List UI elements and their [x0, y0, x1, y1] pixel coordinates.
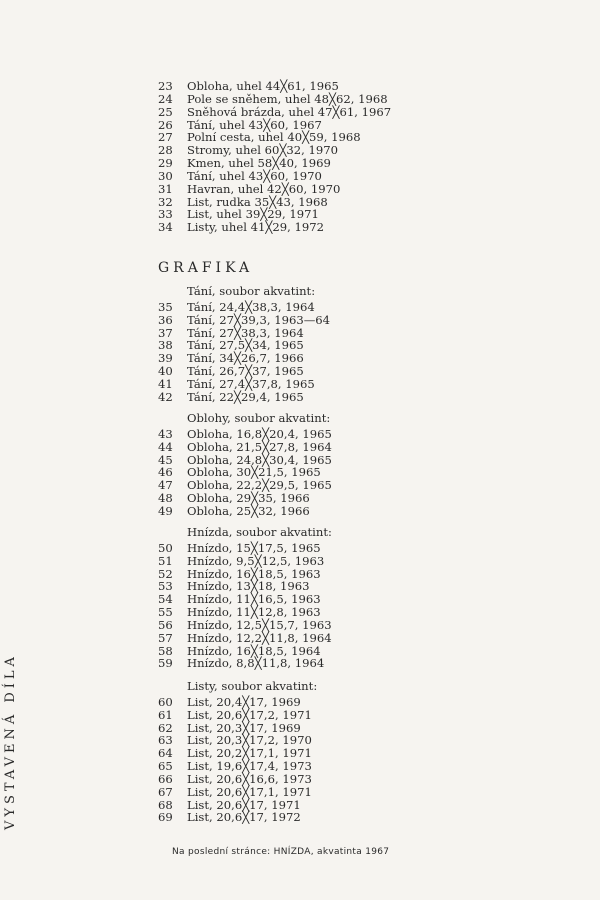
entry-text: List, 20,3╳17,2, 1970 [187, 733, 312, 748]
entry-number: 39 [158, 351, 173, 366]
entry-text: Tání, uhel 43╳60, 1967 [187, 117, 322, 132]
entry-number: 33 [158, 207, 173, 222]
catalog-entry [158, 80, 391, 93]
entry-number: 24 [158, 91, 173, 106]
entry-number: 42 [158, 389, 173, 404]
catalog-entry [158, 106, 391, 119]
group-hnizda [158, 526, 332, 670]
catalog-entry [158, 760, 317, 773]
entry-text: Kmen, uhel 58╳40, 1969 [187, 156, 331, 171]
footer-note: Na poslední stránce: HNÍZDA, akvatinta 1967 [172, 847, 390, 857]
catalog-entry [158, 811, 317, 824]
entry-number: 30 [158, 168, 173, 183]
entry-number: 40 [158, 364, 173, 379]
entry-text: List, 19,6╳17,4, 1973 [187, 759, 312, 774]
entry-number: 31 [158, 181, 173, 196]
entry-number: 36 [158, 312, 173, 327]
entry-number: 66 [158, 771, 173, 786]
entry-number: 67 [158, 784, 173, 799]
entry-number: 48 [158, 491, 173, 506]
entry-number: 32 [158, 194, 173, 209]
entry-number: 50 [158, 540, 173, 555]
entry-number: 27 [158, 130, 173, 145]
entry-number: 57 [158, 630, 173, 645]
catalog-entry [158, 709, 317, 722]
entry-number: 46 [158, 465, 173, 480]
group-oblohy [158, 412, 332, 518]
entry-number: 63 [158, 733, 173, 748]
entry-text: Tání, 27,5╳34, 1965 [187, 338, 304, 353]
entry-text: Hnízdo, 12,5╳15,7, 1963 [187, 617, 332, 632]
catalog-entry [158, 441, 332, 454]
catalog-entry [158, 492, 332, 505]
catalog-entry [158, 183, 391, 196]
entry-number: 49 [158, 503, 173, 518]
entry-number: 61 [158, 707, 173, 722]
entry-text: List, 20,6╳17,1, 1971 [187, 784, 312, 799]
entry-text: Tání, 26,7╳37, 1965 [187, 364, 304, 379]
entry-number: 43 [158, 426, 173, 441]
entry-text: Hnízdo, 12,2╳11,8, 1964 [187, 630, 332, 645]
catalog-entry [158, 391, 330, 404]
catalog-entry [158, 314, 330, 327]
entry-number: 45 [158, 452, 173, 467]
entry-text: List, 20,2╳17,1, 1971 [187, 746, 312, 761]
entry-text: Tání, uhel 43╳60, 1970 [187, 168, 322, 183]
group-heading: Listy, soubor akvatint: [187, 679, 318, 693]
section-title: GRAFIKA [158, 260, 254, 276]
entry-number: 64 [158, 746, 173, 761]
entry-text: Hnízdo, 9,5╳12,5, 1963 [187, 553, 325, 568]
catalog-entry [158, 542, 332, 555]
entry-number: 52 [158, 566, 173, 581]
entry-text: Hnízdo, 16╳18,5, 1964 [187, 643, 321, 658]
entry-number: 59 [158, 656, 173, 671]
entry-number: 53 [158, 579, 173, 594]
group-heading: Oblohy, soubor akvatint: [187, 411, 331, 425]
entry-text: Tání, 34╳26,7, 1966 [187, 351, 304, 366]
group-listy [158, 680, 317, 824]
entry-number: 38 [158, 338, 173, 353]
entry-text: Hnízdo, 13╳18, 1963 [187, 579, 310, 594]
catalog-entry [158, 428, 332, 441]
catalog-entry [158, 170, 391, 183]
entry-number: 58 [158, 643, 173, 658]
group-heading: Hnízda, soubor akvatint: [187, 525, 332, 539]
catalog-entry [158, 696, 317, 709]
entry-text: Tání, 27╳38,3, 1964 [187, 325, 304, 340]
entry-number: 65 [158, 759, 173, 774]
catalog-entry [158, 505, 332, 518]
entry-text: Pole se sněhem, uhel 48╳62, 1968 [187, 91, 388, 106]
entry-text: List, 20,6╳17, 1972 [187, 810, 301, 825]
entry-number: 25 [158, 104, 173, 119]
entry-text: Obloha, uhel 44╳61, 1965 [187, 79, 339, 93]
entry-text: List, 20,6╳16,6, 1973 [187, 771, 312, 786]
entry-text: Obloha, 30╳21,5, 1965 [187, 465, 321, 480]
catalog-entry [158, 657, 332, 670]
entry-text: Tání, 27,4╳37,8, 1965 [187, 376, 315, 391]
entry-text: List, 20,3╳17, 1969 [187, 720, 301, 735]
catalog-entry [158, 378, 330, 391]
entry-number: 69 [158, 810, 173, 825]
entry-text: Hnízdo, 15╳17,5, 1965 [187, 540, 321, 555]
catalog-entry [158, 221, 391, 234]
entry-number: 41 [158, 376, 173, 391]
entry-number: 62 [158, 720, 173, 735]
entry-text: Obloha, 24,8╳30,4, 1965 [187, 452, 332, 467]
entry-text: Hnízdo, 8,8╳11,8, 1964 [187, 656, 325, 671]
drawings-list [158, 80, 391, 234]
entry-number: 68 [158, 797, 173, 812]
catalog-entry [158, 365, 330, 378]
entry-text: Listy, uhel 41╳29, 1972 [187, 220, 324, 235]
catalog-entry [158, 555, 332, 568]
entry-text: Obloha, 16,8╳20,4, 1965 [187, 426, 332, 441]
catalog-entry [158, 301, 330, 314]
entry-number: 23 [158, 79, 173, 93]
group-tani [158, 285, 330, 404]
catalog-entry [158, 773, 317, 786]
entry-number: 35 [158, 299, 173, 314]
entry-text: Tání, 22╳29,4, 1965 [187, 389, 304, 404]
catalog-entry [158, 632, 332, 645]
entry-text: Tání, 24,4╳38,3, 1964 [187, 299, 315, 314]
group-heading: Tání, soubor akvatint: [187, 284, 316, 298]
entry-text: Polní cesta, uhel 40╳59, 1968 [187, 130, 361, 145]
entry-number: 34 [158, 220, 173, 235]
entry-text: Hnízdo, 11╳12,8, 1963 [187, 605, 321, 620]
catalog-entry [158, 157, 391, 170]
entry-text: List, 20,6╳17, 1971 [187, 797, 301, 812]
entry-text: Obloha, 21,5╳27,8, 1964 [187, 439, 332, 454]
entry-text: Sněhová brázda, uhel 47╳61, 1967 [187, 104, 392, 119]
entry-number: 26 [158, 117, 173, 132]
entry-text: Obloha, 25╳32, 1966 [187, 503, 310, 518]
entry-text: Obloha, 22,2╳29,5, 1965 [187, 478, 332, 493]
entry-number: 51 [158, 553, 173, 568]
entry-text: List, rudka 35╳43, 1968 [187, 194, 328, 209]
entry-text: Hnízdo, 11╳16,5, 1963 [187, 592, 321, 607]
entry-text: List, 20,6╳17,2, 1971 [187, 707, 312, 722]
entry-text: List, 20,4╳17, 1969 [187, 694, 301, 709]
entry-number: 44 [158, 439, 173, 454]
entry-text: List, uhel 39╳29, 1971 [187, 207, 319, 222]
entry-number: 29 [158, 156, 173, 171]
entry-number: 37 [158, 325, 173, 340]
entry-text: Havran, uhel 42╳60, 1970 [187, 181, 341, 196]
entry-text: Stromy, uhel 60╳32, 1970 [187, 143, 339, 158]
entry-number: 55 [158, 605, 173, 620]
entry-text: Obloha, 29╳35, 1966 [187, 491, 310, 506]
entry-text: Tání, 27╳39,3, 1963—64 [187, 312, 331, 327]
catalog-entry [158, 786, 317, 799]
entry-number: 47 [158, 478, 173, 493]
side-title: VYSTAVENÁ DÍLA [3, 653, 18, 830]
entry-text: Hnízdo, 16╳18,5, 1963 [187, 566, 321, 581]
entry-number: 28 [158, 143, 173, 158]
entry-number: 60 [158, 694, 173, 709]
catalog-entry [158, 606, 332, 619]
catalog-entry [158, 619, 332, 632]
entry-number: 54 [158, 592, 173, 607]
entry-number: 56 [158, 617, 173, 632]
catalog-entry [158, 93, 391, 106]
